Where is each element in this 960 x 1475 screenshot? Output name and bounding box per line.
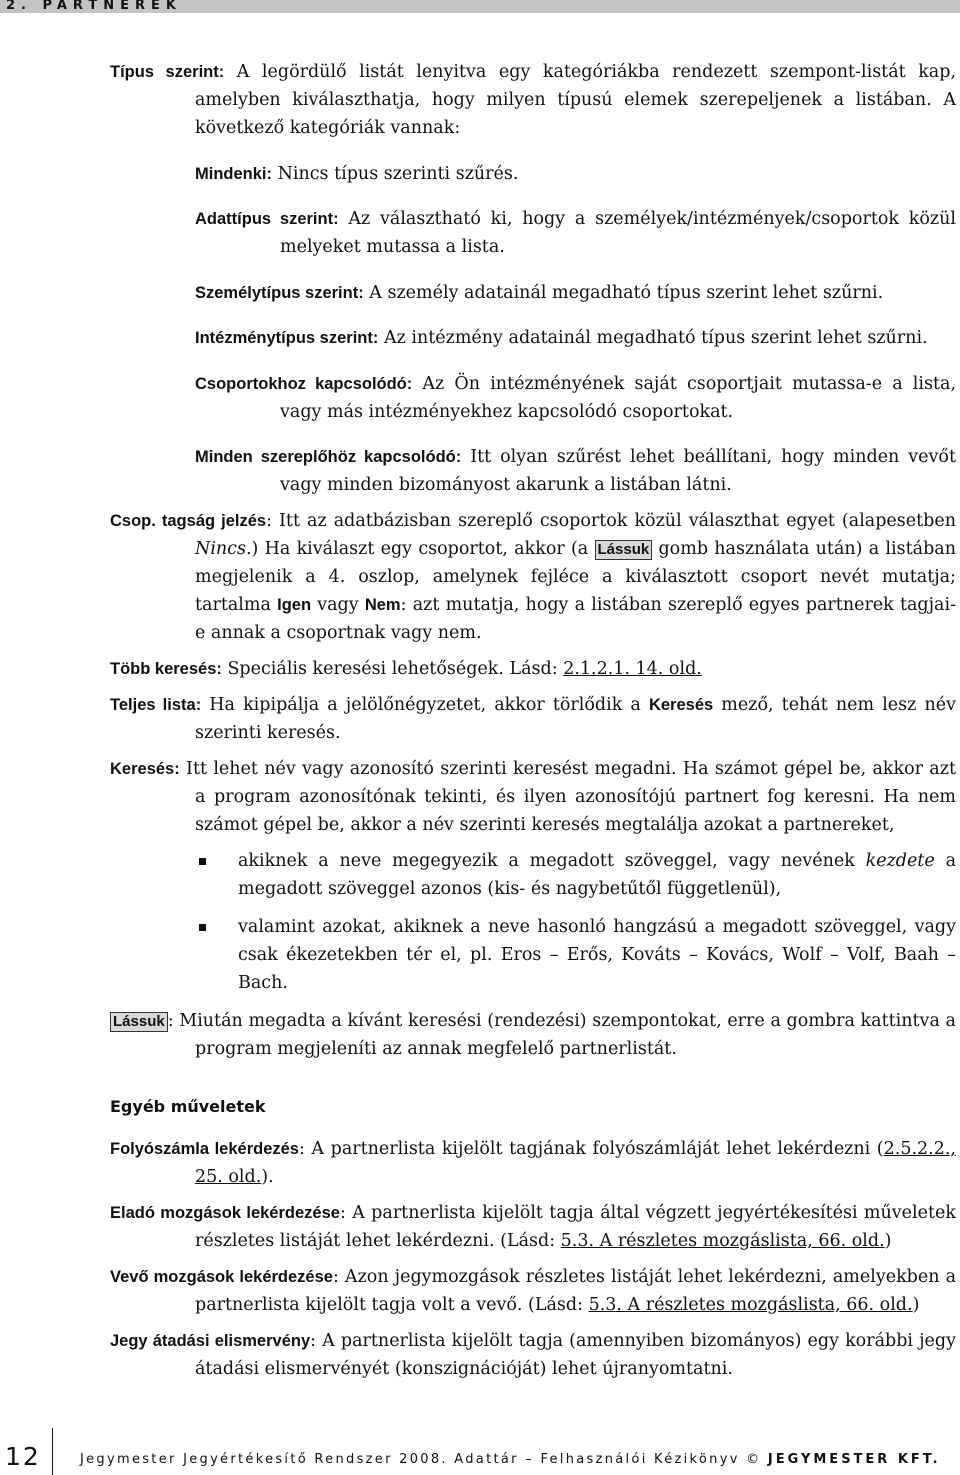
folyoszamla-link[interactable]: 2.5.2.2., 25. old. <box>195 1139 956 1187</box>
vevo-mozgasok-link[interactable]: 5.3. A részletes mozgáslista, 66. old. <box>588 1295 913 1315</box>
kereses-paragraph: Keresés: Itt lehet név vagy azonosító szerinti keresést megadni. Ha számot gépel be, akkor azt a program azonosítónak tekinti, és ilyen azonosítójú partnert fog keresni. Ha nem számot gépel be, akkor a név szerinti keresés megtalálja azokat a partnereket, <box>110 759 956 835</box>
tipus-paragraph: Típus szerint: A legördülő listát lenyitva egy kategóriákba rendezett szempont-listát kap, amelyben kiválaszthatja, hogy milyen típusú elemek szerepeljenek a listában. A következő kategóriák vannak: <box>110 62 957 138</box>
teljes-lista-paragraph: Teljes lista: Ha kipipálja a jelölőnégyzetet, akkor törlődik a Keresés mező, tehát nem lesz név szerinti keresés. <box>110 695 956 743</box>
elado-mozgasok-link[interactable]: 5.3. A részletes mozgáslista, 66. old. <box>560 1231 885 1251</box>
tobb-kereses-paragraph: Több keresés: Speciális keresési lehetőségek. Lásd: 2.1.2.1. 14. old. <box>110 659 702 679</box>
tipus-item-mindenki: Mindenki: Nincs típus szerinti szűrés. <box>195 163 519 184</box>
page-number: 12 <box>5 1442 41 1471</box>
tobb-kereses-link[interactable]: 2.1.2.1. 14. old. <box>563 659 702 679</box>
footer-title: Jegymester Jegyértékesítő Rendszer 2008. Adattár – Felhasználói Kézikönyv © JEGYMESTER KFT. <box>80 1452 941 1467</box>
section-header-bar <box>0 0 960 13</box>
folyoszamla-paragraph: Folyószámla lekérdezés: A partnerlista kijelölt tagjának folyószámláját lehet lekérdezni (2.5.2.2., 25. old.). <box>110 1139 956 1187</box>
jegy-atadasi-paragraph: Jegy átadási elismervény: A partnerlista kijelölt tagja (amennyiben bizományos) egy korábbi jegy átadási elismervényét (konszignációját) lehet újranyomtatni. <box>110 1331 956 1379</box>
elado-mozgasok-paragraph: Eladó mozgások lekérdezése: A partnerlista kijelölt tagja által végzett jegyértékesítési műveletek részletes listáját lehet lekérdezni. (Lásd: 5.3. A részletes mozgáslista, 66. old.) <box>110 1203 956 1251</box>
footer-brand: JEGYMESTER KFT. <box>767 1452 941 1467</box>
lassuk-paragraph: Lássuk : Miután megadta a kívánt keresési (rendezési) szempontokat, erre a gombra kattintva a program megjeleníti az annak megfelelő partnerlistát. <box>110 1007 956 1063</box>
list-item: akiknek a neve megegyezik a megadott szöveggel, vagy nevének kezdete a megadott szöveggel azonos (kis- és nagybetűtől függetlenül), <box>195 847 956 903</box>
tipus-item-minden-szereplo: Minden szereplőhöz kapcsolódó: Itt olyan szűrést lehet beállítani, hogy minden vevőt vagy minden bizományost akarunk a listában látni. <box>195 447 956 495</box>
section-header-title: 2. PARTNEREK <box>6 0 182 13</box>
lassuk-button-reference: Lássuk <box>595 540 653 560</box>
tipus-item-csoportokhoz: Csoportokhoz kapcsolódó: Az Ön intézményének saját csoportjait mutassa-e a lista, vagy más intézményekhez kapcsolódó csoportokat. <box>195 373 957 422</box>
csop-paragraph: Csop. tagság jelzés: Itt az adatbázisban szereplő csoportok közül választhat egyet (alapesetben Nincs.) Ha kiválaszt egy csoportot, akkor (a Lássuk gomb használata után) a listában megjelenik a 4. oszlop, amelynek fejléce a kiválasztott csoport nevét mutatja; tartalma Igen vagy Nem: azt mutatja, hogy a listában szereplő egyes partnerek tagjai-e annak a csoportnak vagy nem. <box>110 511 956 643</box>
tipus-item-adattipus: Adattípus szerint: Az választható ki, hogy a személyek/intézmények/csoportok közül melyeket mutassa a lista. <box>195 209 957 257</box>
list-item: valamint azokat, akiknek a neve hasonló hangzású a megadott szöveggel, vagy csak ékezetekben tér el, pl. Eros – Erős, Kováts – Kovács, Wolf – Volf, Baah – Bach. <box>195 913 956 997</box>
tipus-item-intezmenytipus: Intézménytípus szerint: Az intézmény adatainál megadható típus szerint lehet szűrni. <box>195 328 928 348</box>
tipus-item-szemelytipus: Személytípus szerint: A személy adatainál megadható típus szerint lehet szűrni. <box>195 282 884 303</box>
lassuk-button-reference: Lássuk <box>110 1012 168 1032</box>
document-body <box>110 58 956 1391</box>
egyeb-muveletek-heading: Egyéb műveletek <box>110 1097 266 1116</box>
kereses-bullet-list <box>195 847 956 997</box>
footer-divider <box>52 1428 53 1475</box>
vevo-mozgasok-paragraph: Vevő mozgások lekérdezése: Azon jegymozgások részletes listáját lehet lekérdezni, amelyekben a partnerlista kijelölt tagja volt a vevő. (Lásd: 5.3. A részletes mozgáslista, 66. old.) <box>110 1267 957 1315</box>
